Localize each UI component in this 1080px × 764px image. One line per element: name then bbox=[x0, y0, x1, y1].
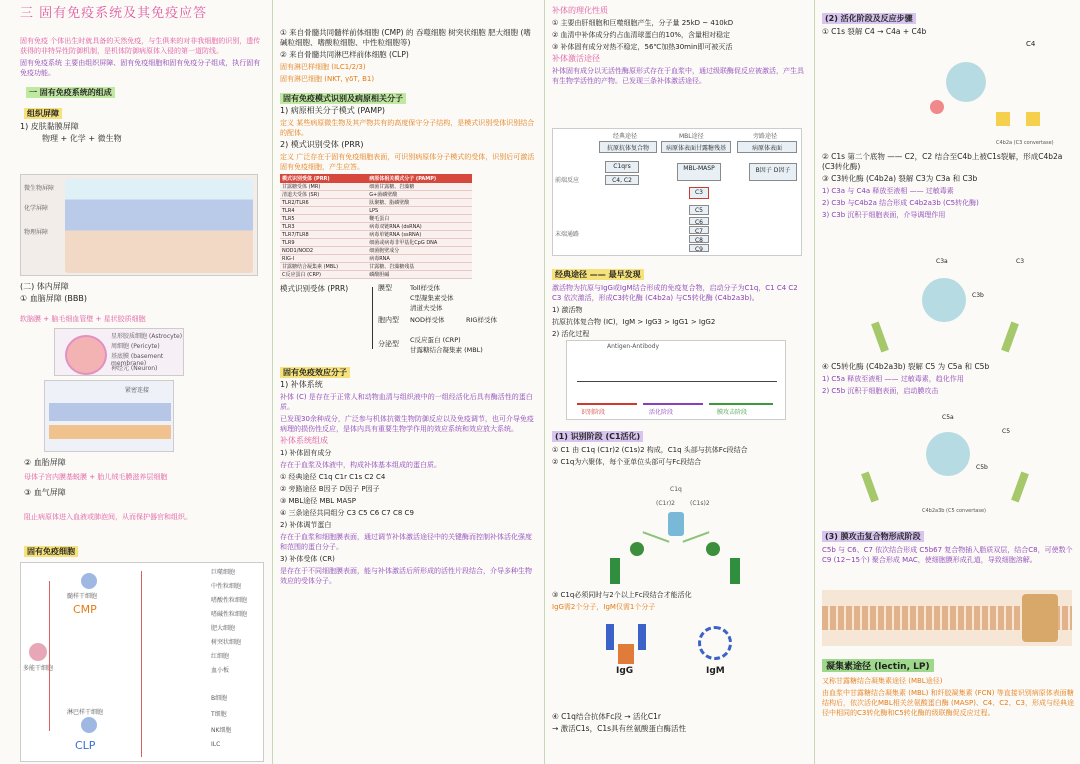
figure-label: 髓样干细胞 bbox=[67, 593, 98, 600]
pathway-box: C7 bbox=[689, 226, 709, 234]
figure-label: 血小板 bbox=[211, 667, 230, 674]
pathway-box: C1qrs bbox=[605, 161, 639, 173]
branch-lines bbox=[49, 581, 80, 731]
bbb-description: 软脑膜 + 脑毛细血管壁 + 星状胶质细胞 bbox=[20, 315, 146, 323]
recognition-note: IgG需2个分子，IgM仅需1个分子 bbox=[552, 603, 656, 611]
lectin-pathway-desc: 由血浆中甘露糖结合凝集素 (MBL) 和纤胶凝集素 (FCN) 等直接识别病原体表面糖结构后，依次活化MBL相关丝氨酸蛋白酶 (MASP)、C4、C2、C3，形成与经典途径中相同的C3转化酶和C5转化酶的级联酶促反应过程。 bbox=[822, 689, 1074, 717]
col3-lower bbox=[552, 262, 808, 341]
pamp-heading: 1) 病原相关分子模式 (PAMP) bbox=[280, 106, 386, 115]
activation-process-heading: 2) 活化过程 bbox=[552, 330, 590, 338]
pathway-box-c3: C3 bbox=[689, 187, 709, 199]
classic-pathway-heading: 经典途径 —— 最早发现 bbox=[552, 269, 644, 280]
complement-receptor-desc: 是存在于不同细胞膜表面，能与补体激活后所形成的活性片段结合，介导多种生物效应的受体分子。 bbox=[280, 567, 532, 585]
table-cell: TLR9 bbox=[280, 239, 367, 247]
innate-lymphocyte-text: 固有淋巴细胞 (NKT, γδT, B1) bbox=[280, 75, 375, 83]
section-heading-pattern-recognition: 固有免疫模式识别及病原相关分子 bbox=[280, 93, 406, 104]
igg-stem bbox=[618, 644, 634, 664]
antibody-arm bbox=[871, 322, 889, 353]
activation-substep: 3) C3b 沉积于细胞表面，介导调理作用 bbox=[822, 211, 946, 219]
table-cell: 甘露糖受体 (MR) bbox=[280, 183, 367, 191]
column-divider bbox=[544, 0, 545, 764]
igg-figure bbox=[602, 622, 652, 680]
intro-innate-system: 固有免疫系统 主要由组织屏障、固有免疫细胞和固有免疫分子组成，执行固有免疫功能。 bbox=[20, 59, 261, 77]
stage-label: 前端反应 bbox=[555, 177, 580, 184]
c1-complex bbox=[946, 62, 986, 102]
pathway-box: 病原体表面 bbox=[737, 141, 797, 153]
cmp-label: CMP bbox=[73, 603, 97, 616]
figure-label: 红细胞 bbox=[211, 653, 230, 660]
pathway-label: 旁路途径 bbox=[753, 133, 778, 140]
capillary-illustration bbox=[65, 335, 107, 375]
intro-innate-immunity: 固有免疫 个体出生时就具备的天然免疫，与生俱来的对非我细胞的识别，遗传获得的非特异性防御机制，是机体防御病原体入侵的第一道防线。 bbox=[20, 37, 261, 55]
c4b-fragment bbox=[930, 100, 944, 114]
activation-pathway-desc: 补体固有成分以无活性酶原形式存在于血浆中，通过级联酶促反应被激活，产生具有生物学活性的产物。已发现三条补体激活途径。 bbox=[552, 67, 804, 85]
skin-barrier-types: 物理 + 化学 + 微生物 bbox=[42, 134, 122, 143]
fc-binding-section bbox=[552, 590, 808, 614]
figure-label: 星形胶质细胞 (Astrocyte) bbox=[111, 333, 183, 340]
column-divider bbox=[814, 0, 815, 764]
clp-label: CLP bbox=[75, 739, 96, 752]
prr-definition: 定义 广泛存在于固有免疫细胞表面，可识别病原体分子模式的受体，识别后可激活固有免疫细胞，产生应答。 bbox=[280, 153, 535, 171]
complement-component-item: ④ 三条途径共同组分 C3 C5 C6 C7 C8 C9 bbox=[280, 509, 414, 517]
complement-component-item: ② 旁路途径 B因子 D因子 P因子 bbox=[280, 485, 380, 493]
mac-stage-heading: (3) 膜攻击复合物形成阶段 bbox=[822, 531, 924, 542]
mac-pore bbox=[1022, 594, 1058, 642]
figure-label: 化学屏障 bbox=[24, 205, 49, 212]
figure-label: T细胞 bbox=[211, 711, 227, 718]
table-cell: 病毒单链RNA (ssRNA) bbox=[367, 231, 472, 239]
placenta-barrier-description: 母体子宫内膜基蜕膜 + 胎儿绒毛膜滋养层细胞 bbox=[24, 473, 168, 481]
igg-label: IgG bbox=[616, 666, 634, 676]
recognition-section bbox=[552, 424, 808, 469]
igm-figure bbox=[686, 622, 746, 680]
table-row bbox=[280, 215, 472, 223]
table-row bbox=[280, 255, 472, 263]
activation-pathway-heading: 补体激活途径 bbox=[552, 54, 600, 63]
pathway-label: 经典途径 bbox=[613, 133, 638, 140]
tree-node: 清道夫受体 bbox=[410, 304, 443, 312]
c1q-arm bbox=[683, 531, 710, 542]
stage-bar-recognition bbox=[577, 403, 637, 405]
antibody-arm bbox=[861, 472, 879, 503]
c1q-arm bbox=[643, 531, 670, 542]
figure-label: 多能干细胞 bbox=[23, 665, 54, 672]
placenta-barrier-heading: ② 血胎屏障 bbox=[24, 458, 66, 467]
activation-step: ② C1s 第二个底物 —— C2，C2 结合至C4b上被C1s裂解，形成C4b2a (C3转化酶) bbox=[822, 152, 1063, 171]
igm-label: IgM bbox=[706, 666, 725, 676]
table-cell: 甘露糖结合凝集素 (MBL) bbox=[280, 263, 367, 271]
table-header: 模式识别受体 (PRR) bbox=[280, 174, 367, 183]
tree-node: NOD样受体 bbox=[410, 316, 445, 324]
c3b-label: C3b bbox=[972, 292, 984, 299]
recognition-item: ① C1 由 C1q (C1r)2 (C1s)2 构成，C1q 头部与抗体Fc段结合 bbox=[552, 446, 748, 454]
activation-stage-heading: (2) 活化阶段及反应步骤 bbox=[822, 13, 916, 24]
lectin-pathway-subtitle: 又称甘露糖结合凝集素途径 (MBL途径) bbox=[822, 677, 943, 685]
complement-description: 已发现30余种成分，广泛参与机体抗微生物防御反应以及免疫调节，也可介导免疫病理的损伤性反应，是体内具有重要生物学作用的效应系统和效应放大系统。 bbox=[280, 415, 534, 433]
prr-heading: 2) 模式识别受体 (PRR) bbox=[280, 140, 364, 149]
prr-pamp-table-container bbox=[280, 174, 472, 279]
tree-node: C型凝集素受体 bbox=[410, 294, 454, 302]
activation-substep: 2) C5b 沉积于细胞表面，启动膜攻击 bbox=[822, 387, 939, 395]
figure-label: 中性粒细胞 bbox=[211, 583, 242, 590]
c5-label: C5 bbox=[1002, 428, 1011, 435]
skin-barrier-figure bbox=[20, 174, 258, 276]
stage-legend: 膜攻击阶段 bbox=[717, 409, 748, 416]
table-cell: C反应蛋白 (CRP) bbox=[280, 271, 367, 279]
tree-node: RIG样受体 bbox=[466, 316, 497, 324]
pathway-box: MBL-MASP bbox=[677, 163, 721, 181]
cascade-line bbox=[577, 381, 777, 382]
page-title: 三 固有免疫系统及其免疫应答 bbox=[20, 6, 208, 21]
table-cell: TLR7/TLR8 bbox=[280, 231, 367, 239]
skin-barrier-heading: 1) 皮肤黏膜屏障 bbox=[20, 122, 79, 131]
stage-legend: 识别阶段 bbox=[581, 409, 606, 416]
pamp-definition: 定义 某些病原微生物及其产物共有的高度保守分子结构，是模式识别受体识别结合的配体。 bbox=[280, 119, 535, 137]
pathway-box: 抗原抗体复合物 bbox=[599, 141, 657, 153]
figure-label: 微生物屏障 bbox=[24, 185, 55, 192]
complement-properties-heading: 补体的理化性质 bbox=[552, 6, 608, 15]
stage-bar-activation bbox=[643, 403, 703, 405]
figure-label: (C1r)2 bbox=[656, 500, 675, 507]
subheading-tissue-barrier: 组织屏障 bbox=[24, 108, 62, 119]
table-row bbox=[280, 191, 472, 199]
igg-arm bbox=[638, 624, 646, 650]
subheading-innate-cells: 固有免疫细胞 bbox=[24, 546, 78, 557]
pathway-box: 病原体表面甘露糖残基 bbox=[661, 141, 731, 153]
activation-step: ① C1s 裂解 C4 → C4a + C4b bbox=[822, 27, 927, 36]
table-cell: TLR3 bbox=[280, 223, 367, 231]
c5b-label: C5b bbox=[976, 464, 988, 471]
mac-section bbox=[822, 524, 1074, 567]
c1-complex bbox=[926, 432, 970, 476]
table-row bbox=[280, 271, 472, 279]
bbb-figure bbox=[54, 328, 184, 376]
stage-label: 末端通路 bbox=[555, 231, 580, 238]
activation-step: ④ C5转化酶 (C4b2a3b) 裂解 C5 为 C5a 和 C5b bbox=[822, 362, 990, 371]
table-row bbox=[280, 263, 472, 271]
c3a-label: C3a bbox=[936, 258, 948, 265]
recognition-item: → 激活C1s，C1s具有丝氨酸蛋白酶活性 bbox=[552, 724, 686, 733]
c3-box bbox=[1026, 112, 1040, 126]
recognition-stage-heading: (1) 识别阶段 (C1活化) bbox=[552, 431, 643, 442]
figure-label: 基底膜 (basement membrane) bbox=[111, 353, 164, 367]
tight-junction-figure bbox=[44, 380, 174, 452]
complement-definition: 补体 (C) 是存在于正常人和动物血清与组织液中的一组经活化后具有酶活性的蛋白质。 bbox=[280, 393, 533, 411]
c1-activation-section bbox=[552, 712, 808, 736]
complement-heading: 1) 补体系统 bbox=[280, 380, 323, 389]
blood-air-barrier-description: 阻止病原体进入血液或肺泡间，从而保护器官和组织。 bbox=[24, 513, 192, 521]
classic-cascade-figure bbox=[566, 340, 786, 420]
igg-arm bbox=[606, 624, 614, 650]
c4-label: C4 bbox=[1026, 40, 1036, 48]
tree-line bbox=[372, 287, 373, 349]
table-row bbox=[280, 183, 472, 191]
column-3 bbox=[546, 0, 812, 764]
table-row bbox=[280, 223, 472, 231]
tree-node: C反应蛋白 (CRP) bbox=[410, 336, 461, 344]
figure-label: 物理屏障 bbox=[24, 229, 49, 236]
tree-node: 甘露糖结合凝集素 (MBL) bbox=[410, 346, 483, 354]
activator-heading: 1) 激活物 bbox=[552, 306, 583, 314]
stage-bar-attack bbox=[709, 403, 773, 405]
section-heading-effector-molecules: 固有免疫效应分子 bbox=[280, 367, 350, 378]
tree-node: Toll样受体 bbox=[410, 284, 440, 292]
table-cell: 病毒RNA bbox=[367, 255, 472, 263]
activation-substep: 1) C5a 释放至液相 —— 过敏毒素，趋化作用 bbox=[822, 375, 964, 383]
antibody-arm bbox=[1001, 322, 1019, 353]
complement-regulator-heading: 2) 补体调节蛋白 bbox=[280, 521, 332, 529]
mac-figure bbox=[822, 590, 1072, 646]
figure-label: NK细胞 bbox=[211, 727, 232, 734]
figure-label: (C1s)2 bbox=[690, 500, 710, 507]
figure-title: Antigen-Antibody bbox=[607, 343, 660, 350]
table-cell: G+菌磷壁酸 bbox=[367, 191, 472, 199]
complement-intrinsic-desc: 存在于血浆及体液中，构成补体基本组成的蛋白质。 bbox=[280, 461, 441, 469]
table-cell: TLR4 bbox=[280, 207, 367, 215]
figure-label: 紧密连接 bbox=[125, 387, 150, 394]
recognition-item: ④ C1q结合抗体Fc段 → 活化C1r bbox=[552, 712, 661, 721]
c2-box bbox=[996, 112, 1010, 126]
complement-property-item: ② 血清中补体成分约占血清球蛋白的10%，含量相对稳定 bbox=[552, 31, 731, 39]
c5a-label: C5a bbox=[942, 414, 954, 421]
antibody-heavy-chain bbox=[730, 558, 740, 584]
lectin-pathway-heading: 凝集素途径 (lectin, LP) bbox=[822, 659, 934, 672]
c1q-stalk bbox=[668, 512, 684, 536]
table-cell: 清道夫受体 (SR) bbox=[280, 191, 367, 199]
prr-classification-tree bbox=[280, 283, 536, 359]
column-divider bbox=[272, 0, 273, 764]
antibody-heavy-chain bbox=[610, 558, 620, 584]
stage-legend: 活化阶段 bbox=[649, 409, 674, 416]
myeloid-origin-text: ① 来自骨髓共同髓样前体细胞 (CMP) 的 吞噬细胞 树突状细胞 肥大细胞 (嗜碱粒细胞、嗜酸粒细胞、中性粒细胞等) bbox=[280, 28, 531, 47]
figure-label: ILC bbox=[211, 741, 221, 748]
c5-cleavage-figure bbox=[846, 408, 1056, 518]
figure-label: 肥大细胞 bbox=[211, 625, 236, 632]
table-cell: 鞭毛蛋白 bbox=[367, 215, 472, 223]
figure-label: C1q bbox=[670, 486, 682, 493]
table-cell: 病毒双链RNA (dsRNA) bbox=[367, 223, 472, 231]
complement-composition-heading: 补体系统组成 bbox=[280, 436, 328, 445]
ilc-text: 固有淋巴样细胞 (ILC1/2/3) bbox=[280, 63, 366, 71]
table-cell: 细菌或病毒非甲基化CpG DNA bbox=[367, 239, 472, 247]
column-1 bbox=[14, 0, 270, 764]
activation-step: ③ C3转化酶 (C4b2a) 裂解 C3为 C3a 和 C3b bbox=[822, 174, 978, 183]
table-cell: RIG-I bbox=[280, 255, 367, 263]
blood-air-barrier-heading: ③ 血气屏障 bbox=[24, 488, 66, 497]
tree-node: 分泌型 bbox=[378, 340, 399, 348]
table-cell: TLR5 bbox=[280, 215, 367, 223]
pathway-box: C8 bbox=[689, 235, 709, 243]
lectin-section bbox=[822, 654, 1074, 720]
figure-label: 巨噬细胞 bbox=[211, 569, 236, 576]
figure-label: C4b2a (C3 convertase) bbox=[996, 140, 1054, 146]
complement-property-item: ① 主要由肝细胞和巨噬细胞产生，分子量 25kD ~ 410kD bbox=[552, 19, 734, 27]
internal-barrier-heading: (二) 体内屏障 bbox=[20, 282, 69, 291]
igm-pentamer bbox=[698, 626, 732, 660]
myeloid-progenitor-illustration bbox=[81, 573, 97, 589]
table-row bbox=[280, 231, 472, 239]
c1-complex bbox=[922, 278, 966, 322]
c2-section bbox=[822, 152, 1074, 222]
table-cell: 细菌胞壁成分 bbox=[367, 247, 472, 255]
pathway-box: C9 bbox=[689, 244, 709, 252]
branch-lines bbox=[141, 571, 162, 757]
tree-node: 胞内型 bbox=[378, 316, 399, 324]
c3-cleavage-figure bbox=[856, 252, 1056, 362]
figure-label: C4b2a3b (C5 convertase) bbox=[922, 508, 986, 514]
c4-cleavage-figure bbox=[916, 40, 1066, 150]
bbb-heading: ① 血脑屏障 (BBB) bbox=[20, 294, 87, 303]
pathway-box: C5 bbox=[689, 205, 709, 215]
table-row bbox=[280, 207, 472, 215]
lymphoid-progenitor-illustration bbox=[81, 717, 97, 733]
figure-label: 神经元 (Neuron) bbox=[111, 365, 158, 372]
hematopoiesis-figure bbox=[20, 562, 264, 762]
figure-label: 淋巴样干细胞 bbox=[67, 709, 104, 716]
tree-node: 膜型 bbox=[378, 284, 392, 292]
pathway-box: C4, C2 bbox=[605, 175, 639, 185]
figure-label: 嗜酸性粒细胞 bbox=[211, 597, 248, 604]
column-2 bbox=[274, 0, 542, 764]
table-cell: LPS bbox=[367, 207, 472, 215]
lymphoid-origin-text: ② 来自骨髓共同淋巴样前体细胞 (CLP) bbox=[280, 50, 409, 59]
c5-section bbox=[822, 362, 1074, 398]
figure-label: 周细胞 (Pericyte) bbox=[111, 343, 160, 350]
table-cell: NOD1/NOD2 bbox=[280, 247, 367, 255]
complement-receptor-heading: 3) 补体受体 (CR) bbox=[280, 555, 335, 563]
figure-label: 树突状细胞 bbox=[211, 639, 242, 646]
complement-property-item: ③ 补体固有成分对热不稳定，56℃加热30min即可被灭活 bbox=[552, 43, 733, 51]
complement-component-item: ③ MBL途径 MBL MASP bbox=[280, 497, 356, 505]
table-cell: 细菌甘露糖、岩藻糖 bbox=[367, 183, 472, 191]
recognition-item: ③ C1q必须同时与2个以上Fc段结合才能活化 bbox=[552, 591, 692, 599]
pathway-label: MBL途径 bbox=[679, 133, 704, 140]
table-cell: TLR2/TLR6 bbox=[280, 199, 367, 207]
tree-root: 模式识别受体 (PRR) bbox=[280, 284, 349, 293]
complement-intrinsic-heading: 1) 补体固有成分 bbox=[280, 449, 332, 457]
table-header: 病原体相关模式分子 (PAMP) bbox=[367, 174, 472, 183]
c1q-structure-figure bbox=[606, 486, 746, 586]
junction-band bbox=[49, 403, 171, 421]
complement-component-item: ① 经典途径 C1q C1r C1s C2 C4 bbox=[280, 473, 386, 481]
figure-label: 嗜碱性粒细胞 bbox=[211, 611, 248, 618]
complement-regulator-desc: 存在于血浆和细胞膜表面，通过调节补体激活途径中的关键酶而控制补体活化强度和范围的蛋白分子。 bbox=[280, 533, 532, 551]
recognition-item: ② C1q为六聚体，每个亚单位头部可与Fc段结合 bbox=[552, 458, 702, 466]
c3-label: C3 bbox=[1016, 258, 1025, 265]
activation-pathways-diagram bbox=[552, 128, 802, 256]
c1q-head bbox=[630, 542, 644, 556]
junction-band bbox=[49, 425, 171, 439]
mac-description: C5b 与 C6、C7 依次结合形成 C5b67 复合物插入脂质双层，结合C8，可使数个C9 (12~15个) 聚合形成 MAC，使细胞膜形成孔道，导致细胞溶解。 bbox=[822, 546, 1073, 564]
pathway-box: C6 bbox=[689, 217, 709, 225]
column-4 bbox=[816, 0, 1080, 764]
activation-substep: 1) C3a 与 C4a 释放至液相 —— 过敏毒素 bbox=[822, 187, 954, 195]
pathway-box: B因子 D因子 bbox=[749, 163, 797, 181]
figure-label: B细胞 bbox=[211, 695, 228, 702]
table-row bbox=[280, 247, 472, 255]
classic-pathway-desc: 激活物为抗原与IgG或IgM结合形成的免疫复合物，启动分子为C1q，C1 C4 C2 C3 依次激活，形成C3转化酶 (C4b2a) 与C5转化酶 (C4b2a3b)。 bbox=[552, 284, 798, 302]
prr-pamp-table bbox=[280, 174, 472, 279]
c1q-head bbox=[706, 542, 720, 556]
table-row bbox=[280, 199, 472, 207]
antibody-arm bbox=[1011, 472, 1029, 503]
activator-desc: 抗原抗体复合物 (IC)，IgM > IgG3 > IgG1 > IgG2 bbox=[552, 318, 716, 326]
table-cell: 磷酸胆碱 bbox=[367, 271, 472, 279]
table-cell: 肽聚糖、脂磷壁酸 bbox=[367, 199, 472, 207]
section-heading-composition: 一 固有免疫系统的组成 bbox=[26, 87, 115, 98]
epithelium-illustration bbox=[65, 179, 253, 273]
stem-cell-illustration bbox=[29, 643, 47, 661]
activation-substep: 2) C3b 与C4b2a 结合形成 C4b2a3b (C5转化酶) bbox=[822, 199, 979, 207]
table-row bbox=[280, 239, 472, 247]
table-cell: 甘露糖、岩藻糖残基 bbox=[367, 263, 472, 271]
